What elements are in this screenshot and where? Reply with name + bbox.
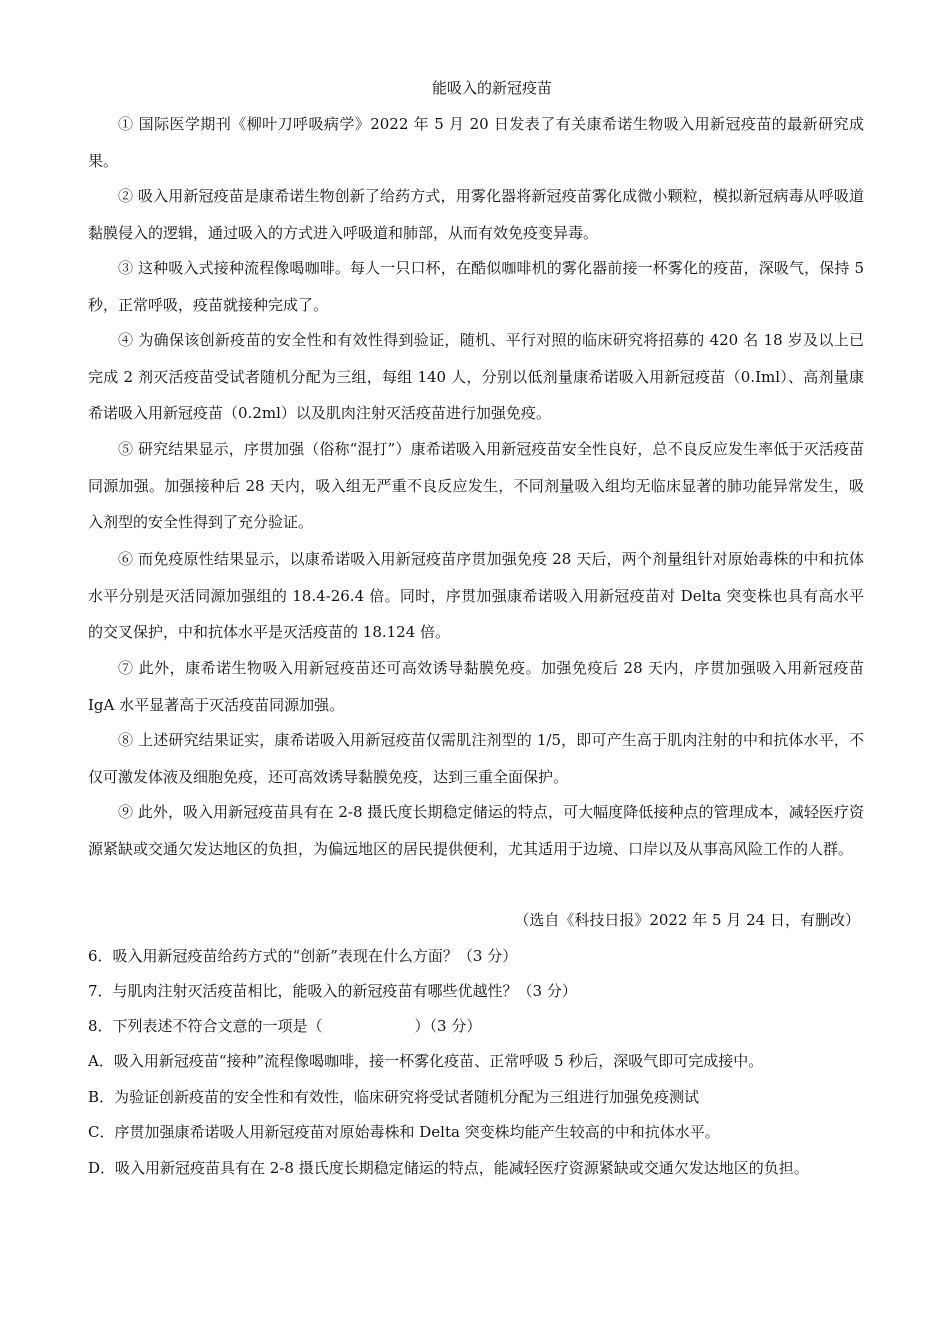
paragraph-5: ⑤ 研究结果显示，序贯加强（俗称“混打”）康希诺吸入用新冠疫苗安全性良好，总不良反应发生率低于灭活疫苗同源加强。加强接种后 28 天内，吸入组无严重不良反应发生，不同剂量吸入组均无临床显著的肺功能异常发生，吸入剂型的安全性得到了充分验证。 (88, 440, 864, 531)
paragraph-3: ③ 这种吸入式接种流程像喝咖啡。每人一只口杯，在酷似咖啡机的雾化器前接一杯雾化的疫苗，深吸气，保持 5 秒，正常呼吸，疫苗就接种完成了。 (88, 259, 864, 314)
article-title: 能吸入的新冠疫苗 (431, 79, 552, 97)
question-8-prefix: 8．下列表述不符合文意的一项是（ (88, 1017, 323, 1035)
paragraph-9: ⑨ 此外，吸入用新冠疫苗具有在 2-8 摄氏度长期稳定储运的特点，可大幅度降低接种点的管理成本，减轻医疗资源紧缺或交通欠发达地区的负担，为偏远地区的居民提供便利，尤其适用于边境、口岸以及从事高风险工作的人群。 (88, 803, 864, 858)
option-a: A．吸入用新冠疫苗“接种”流程像喝咖啡，接一杯雾化疫苗、正常呼吸 5 秒后，深吸气即可完成接中。 (88, 1052, 764, 1070)
question-7: 7．与肌肉注射灭活疫苗相比，能吸入的新冠疫苗有哪些优越性？（3 分） (88, 982, 577, 1000)
paragraph-6: ⑥ 而免疫原性结果显示，以康希诺吸入用新冠疫苗序贯加强免疫 28 天后，两个剂量组针对原始毒株的中和抗体水平分别是灭活同源加强组的 18.4-26.4 倍。同时，序贯加强康希诺吸入用新冠疫苗对 Delta 突变株也具有高水平的交叉保护，中和抗体水平是灭活疫苗的 18.124 倍。 (88, 550, 864, 641)
option-b: B．为验证创新疫苗的安全性和有效性，临床研究将受试者随机分配为三组进行加强免疫测试 (88, 1088, 700, 1106)
source-citation: （选自《科技日报》2022 年 5 月 24 日，有删改） (514, 911, 860, 929)
question-8 (88, 1008, 864, 1044)
paragraph-8: ⑧ 上述研究结果证实，康希诺吸入用新冠疫苗仅需肌注剂型的 1/5，即可产生高于肌肉注射的中和抗体水平，不仅可激发体液及细胞免疫，还可高效诱导黏膜免疫，达到三重全面保护。 (88, 731, 864, 786)
paragraph-2: ② 吸入用新冠疫苗是康希诺生物创新了给药方式，用雾化器将新冠疫苗雾化成微小颗粒，模拟新冠病毒从呼吸道黏膜侵入的逻辑，通过吸入的方式进入呼吸道和肺部，从而有效免疫变异毒。 (88, 187, 864, 242)
option-d: D．吸入用新冠疫苗具有在 2-8 摄氏度长期稳定储运的特点，能减轻医疗资源紧缺或交通欠发达地区的负担。 (88, 1159, 809, 1177)
paragraph-4: ④ 为确保该创新疫苗的安全性和有效性得到验证，随机、平行对照的临床研究将招募的 420 名 18 岁及以上已完成 2 剂灭活疫苗受试者随机分配为三组，每组 140 人，分别以低剂量康希诺吸入用新冠疫苗（0.Iml）、高剂量康希诺吸入用新冠疫苗（0.2ml）以及肌肉注射灭活疫苗进行加强免疫。 (88, 331, 864, 422)
question-6: 6．吸入用新冠疫苗给药方式的“创新”表现在什么方面？（3 分） (88, 947, 518, 965)
paragraph-7: ⑦ 此外，康希诺生物吸入用新冠疫苗还可高效诱导黏膜免疫。加强免疫后 28 天内，序贯加强吸入用新冠疫苗 IgA 水平显著高于灭活疫苗同源加强。 (88, 659, 864, 714)
question-8-suffix: ）（3 分） (414, 1017, 482, 1035)
option-c: C．序贯加强康希诺吸人用新冠疫苗对原始毒株和 Delta 突变株均能产生较高的中和抗体水平。 (88, 1123, 720, 1141)
paragraph-1: ① 国际医学期刊《柳叶刀呼吸病学》2022 年 5 月 20 日发表了有关康希诺生物吸入用新冠疫苗的最新研究成果。 (88, 115, 864, 170)
